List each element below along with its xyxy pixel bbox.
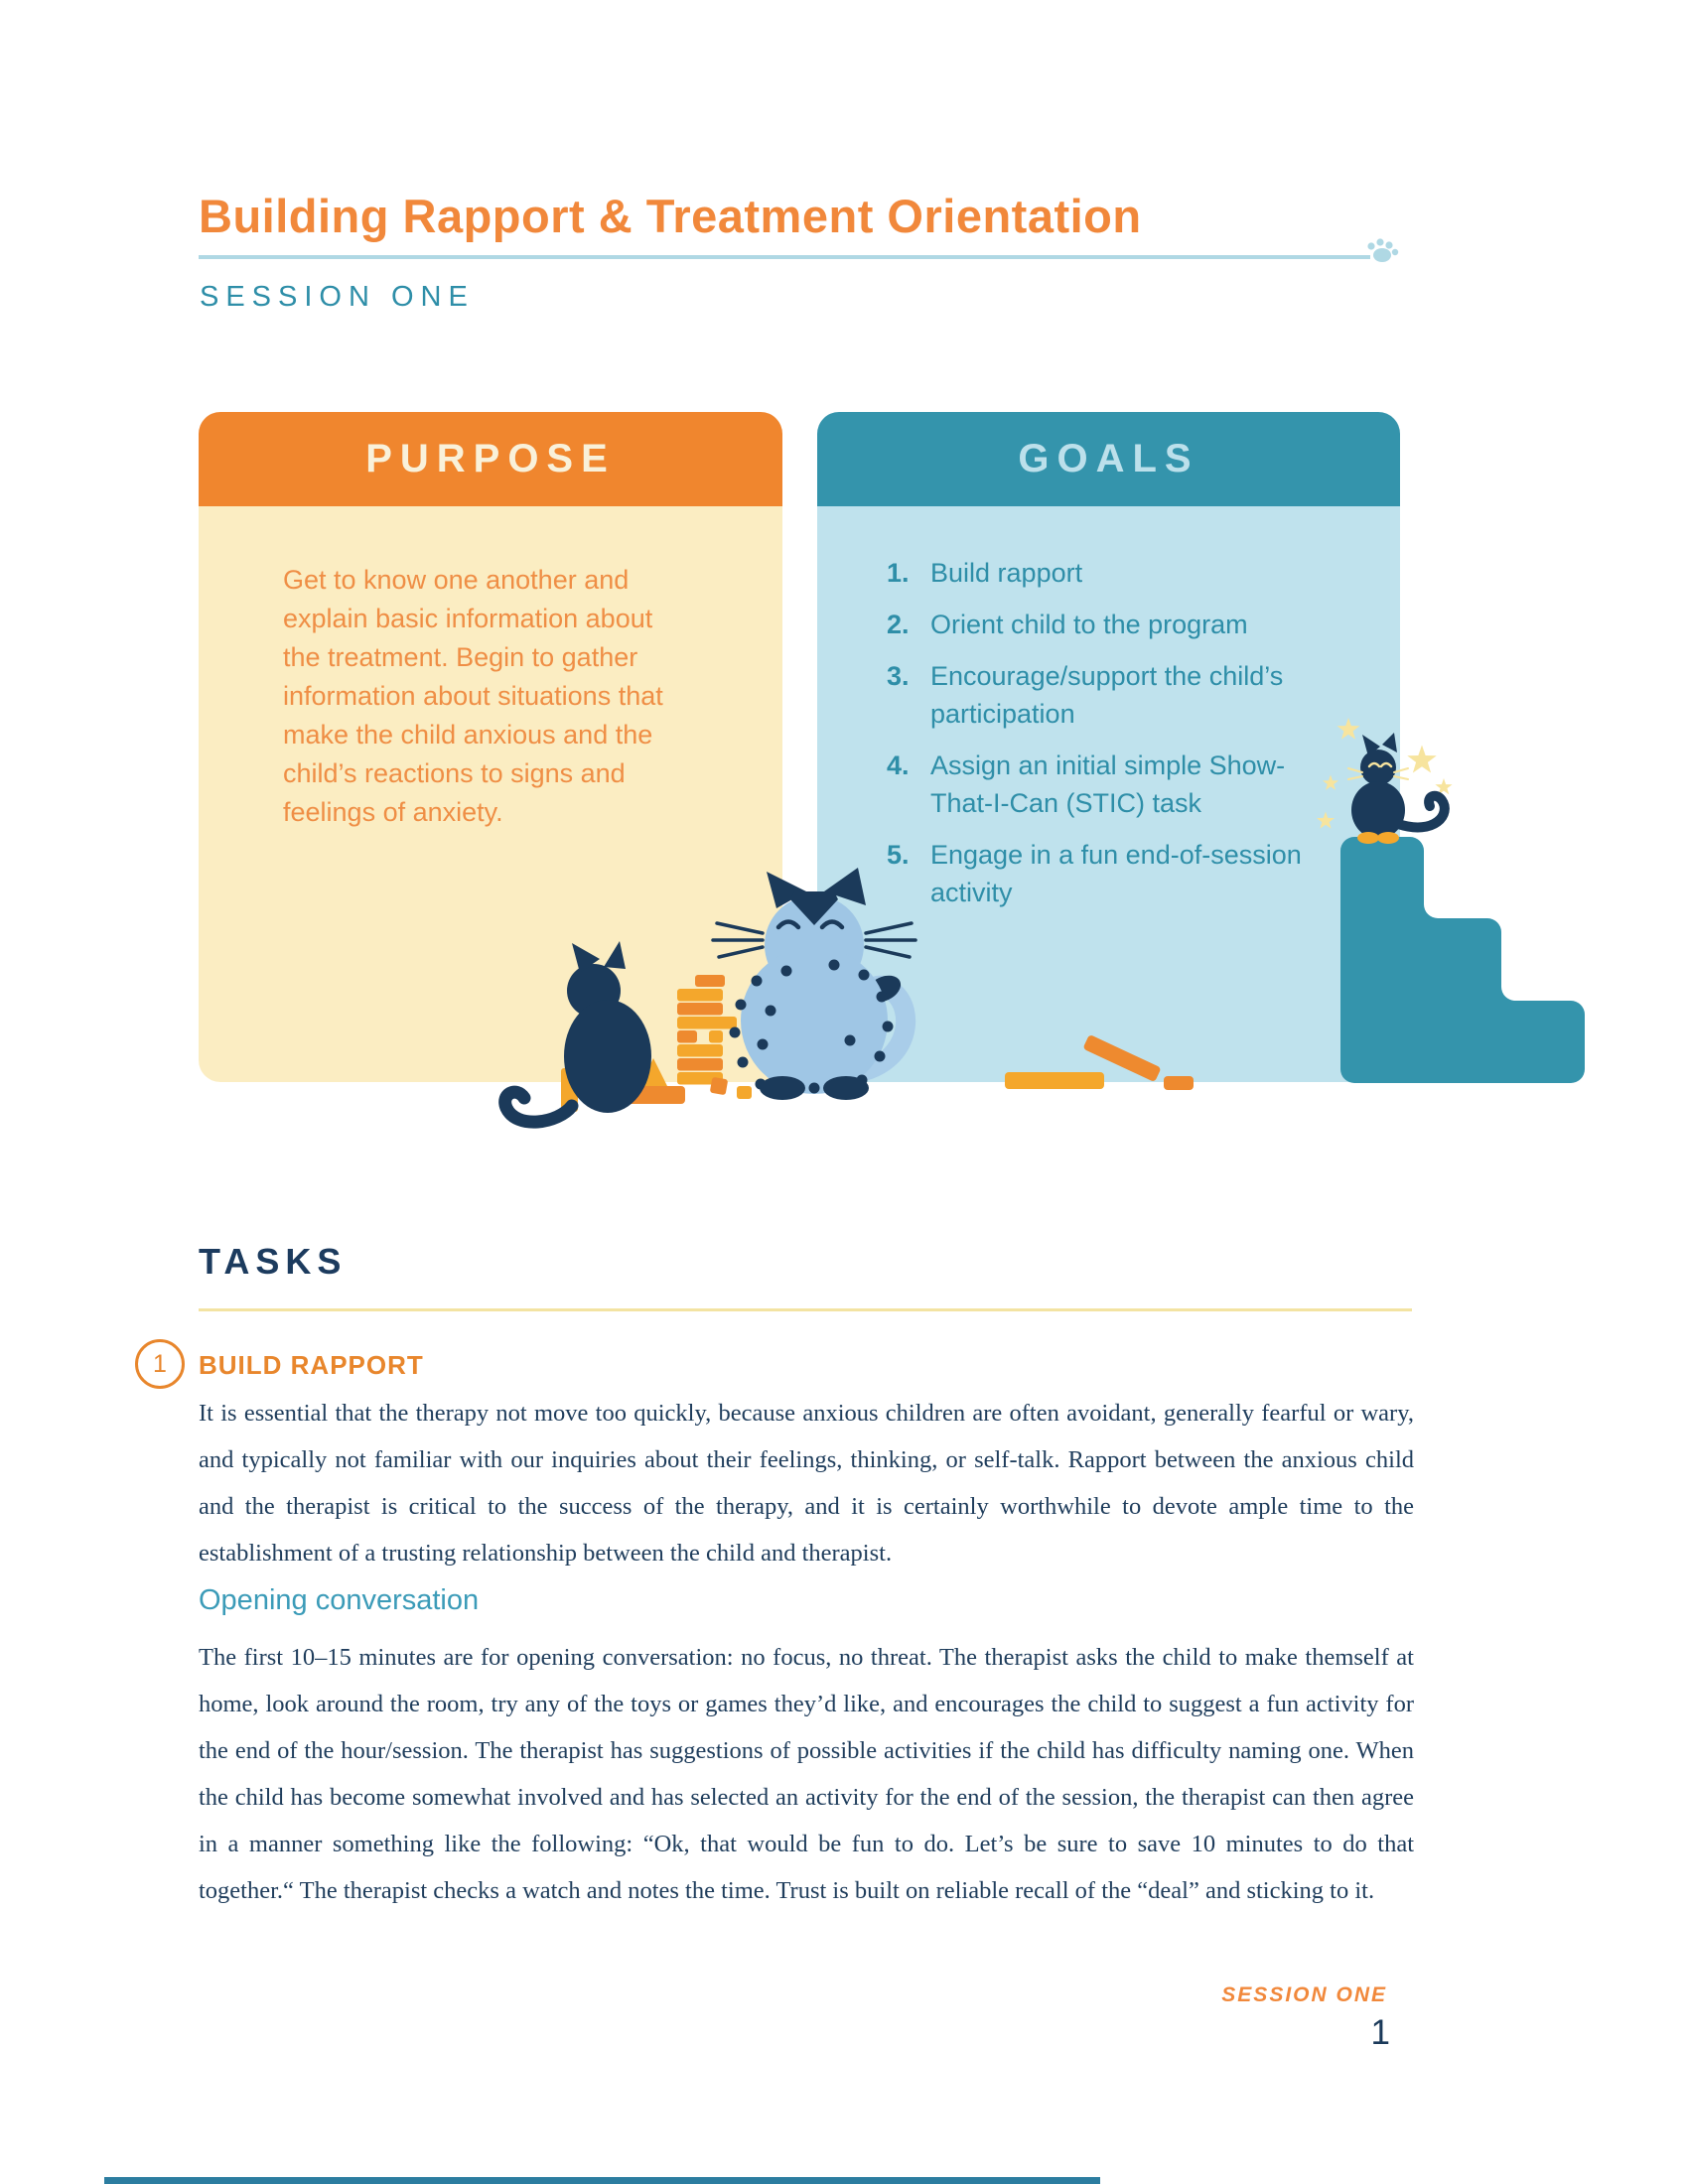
page-subtitle: SESSION ONE (200, 281, 475, 313)
task-paragraph-2: The first 10–15 minutes are for opening conversation: no focus, no threat. The therapist asks the child to make themself at home, look around the room, try any of the toys or games they’d like, and encourages the child to suggest a fun activity for the end of the hour/session. The therapist has suggestions of possible activities if the child has difficulty naming one. When the child has become somewhat involved and has selected an activity for the end of the session, the therapist can then agree in a manner something like the following: “Ok, that would be fun to do. Let’s be sure to save 10 minutes to do that together.“ The therapist checks a watch and notes the time. Trust is built on reliable recall of the “deal” and sticking to it. (199, 1644, 1414, 1904)
goal-number: 5. (887, 840, 910, 870)
page-title: Building Rapport & Treatment Orientation (199, 190, 1142, 242)
goal-item (887, 747, 1313, 822)
goal-number: 2. (887, 610, 910, 639)
goal-number: 3. (887, 661, 910, 691)
tasks-heading: TASKS (199, 1241, 348, 1282)
task-number-badge: 1 (135, 1339, 185, 1389)
goal-item (887, 606, 1313, 643)
goal-text: Encourage/support the child’s participation (930, 661, 1284, 729)
purpose-card-body (199, 506, 782, 1082)
goals-card-heading: GOALS (817, 412, 1400, 506)
goal-item (887, 657, 1313, 733)
goals-list (887, 554, 1313, 911)
goals-card-body (817, 506, 1400, 1082)
purpose-card (199, 412, 782, 1082)
goal-text: Build rapport (930, 558, 1083, 588)
task-paragraph-1: It is essential that the therapy not move too quickly, because anxious children are often avoidant, generally fearful or wary, and typically not familiar with our inquiries about their feelings, thinking, or self-talk. Rapport between the anxious child and the therapist is critical to the success of the therapy, and it is certainly worthwhile to devote ample time to the establishment of a trusting relationship between the child and therapist. (199, 1400, 1414, 1567)
tasks-divider (199, 1308, 1412, 1311)
page-number: 1 (1370, 2013, 1390, 2052)
goal-item (887, 554, 1313, 592)
goal-item (887, 836, 1313, 911)
goal-text: Assign an initial simple Show-That-I-Can (STIC) task (930, 751, 1286, 818)
goal-number: 1. (887, 558, 910, 588)
goals-card (817, 412, 1400, 1082)
task-title: BUILD RAPPORT (199, 1350, 424, 1380)
purpose-card-heading: PURPOSE (199, 412, 782, 506)
purpose-text: Get to know one another and explain basic information about the treatment. Begin to gather information about situations that make the child anxious and the child’s reactions to signs and feelings of anxiety. (283, 565, 663, 827)
goal-number: 4. (887, 751, 910, 780)
goal-text: Engage in a fun end-of-session activity (930, 840, 1302, 907)
goal-text: Orient child to the program (930, 610, 1248, 639)
next-page-edge (104, 2177, 1100, 2184)
footer-session-label: SESSION ONE (1221, 1983, 1387, 2006)
opening-conversation-subheading: Opening conversation (199, 1584, 480, 1616)
paw-icon (1367, 238, 1398, 262)
title-divider (199, 255, 1370, 259)
